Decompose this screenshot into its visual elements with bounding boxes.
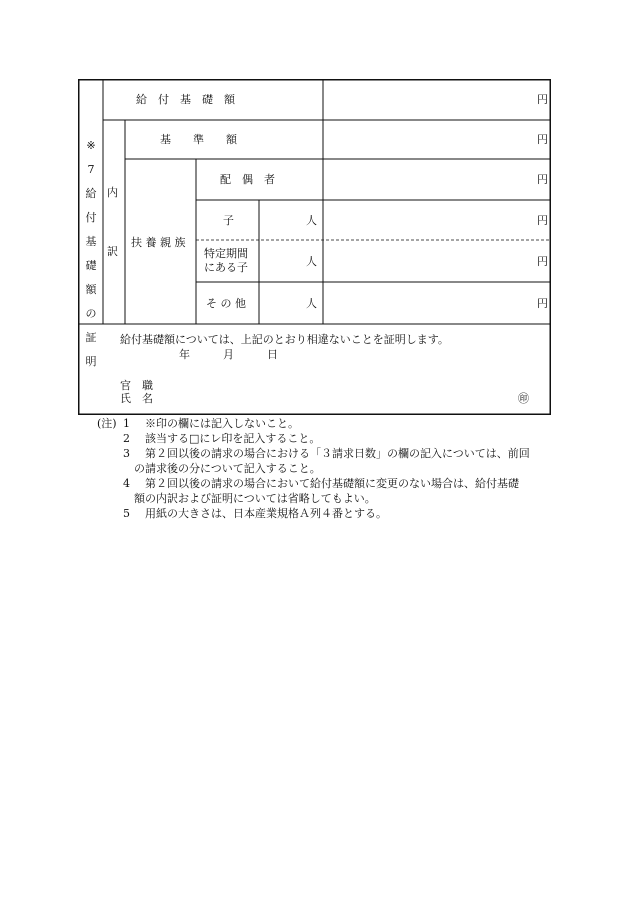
note-item-continuation: の請求後の分について記入すること。 xyxy=(134,462,321,475)
label-dependents: 扶 養 親 族 xyxy=(131,236,186,249)
notes-prefix: (注) xyxy=(97,417,117,430)
label-standard-amount: 基 準 額 xyxy=(160,133,237,146)
unit-yen-other: 円 xyxy=(537,297,548,310)
certification-date: 年 月 日 xyxy=(179,348,278,361)
seal-mark: ㊞ xyxy=(518,392,529,405)
note-item: 2 該当する□にレ印を記入すること。 xyxy=(123,432,321,445)
side-label-vertical: ※ 7 給 付 基 礎 額 の 証 明 xyxy=(85,139,97,368)
certification-statement: 給付基礎額については、上記のとおり相違ないことを証明します。 xyxy=(120,333,449,346)
note-item: 4 第２回以後の請求の場合において給付基礎額に変更のない場合は、給付基礎 xyxy=(123,477,519,490)
unit-yen-child: 円 xyxy=(537,214,548,227)
label-child: 子 xyxy=(223,214,234,227)
label-spouse: 配 偶 者 xyxy=(220,173,275,186)
note-item-continuation: 額の内訳および証明については省略してもよい。 xyxy=(134,492,376,505)
note-item: 5 用紙の大きさは、日本産業規格Ａ列４番とする。 xyxy=(123,507,387,520)
breakdown-label-uchi: 内 xyxy=(107,186,118,199)
unit-yen-benefit-base: 円 xyxy=(537,93,548,106)
unit-person-other: 人 xyxy=(306,297,317,310)
unit-person-child: 人 xyxy=(306,214,317,227)
unit-yen-standard: 円 xyxy=(537,133,548,146)
label-specified-period-line1: 特定期間 xyxy=(204,247,248,260)
label-specified-period-line2: にある子 xyxy=(204,261,248,274)
note-item: 3 第２回以後の請求の場合における「３請求日数」の欄の記入については、前回 xyxy=(123,447,530,460)
label-other: そ の 他 xyxy=(206,297,246,310)
notes-section xyxy=(97,416,530,521)
benefit-base-certification-form xyxy=(78,79,551,415)
label-benefit-base-amount: 給 付 基 礎 額 xyxy=(136,93,235,106)
unit-yen-spouse: 円 xyxy=(537,173,548,186)
note-item: (注) 1 ※印の欄には記入しないこと。 xyxy=(97,417,299,430)
unit-yen-specified: 円 xyxy=(537,255,548,268)
breakdown-label-wake: 訳 xyxy=(107,245,118,258)
unit-person-specified: 人 xyxy=(306,255,317,268)
name-label: 氏 名 xyxy=(120,392,153,405)
official-position-label: 官 職 xyxy=(120,379,153,392)
